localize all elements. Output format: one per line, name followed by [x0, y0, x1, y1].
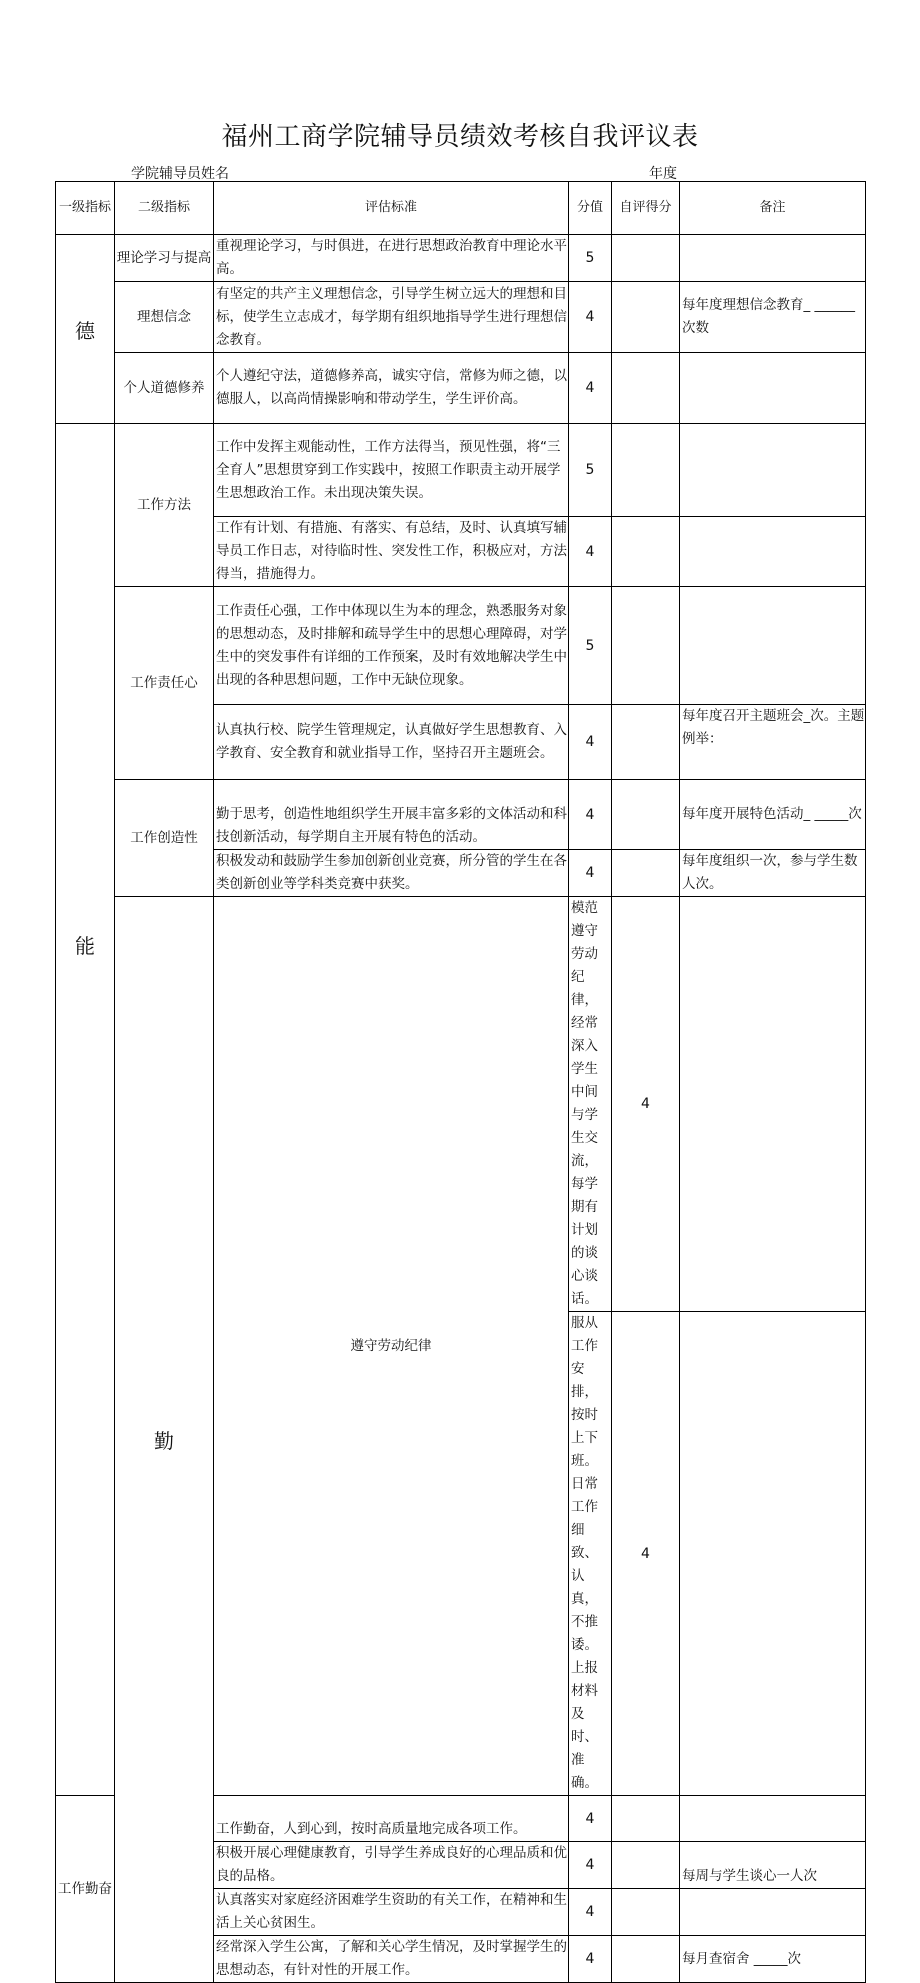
self-score-cell[interactable] — [612, 282, 680, 353]
remarks-cell: 每年度召开主题班会_次。主题例举： — [680, 705, 866, 780]
criteria-cell: 经常深入学生公寓，了解和关心学生情况，及时掌握学生的思想动态，有针对性的开展工作。 — [214, 1936, 569, 1983]
self-score-cell[interactable] — [612, 587, 680, 705]
self-score-cell[interactable] — [612, 1889, 680, 1936]
remarks-cell — [680, 1796, 866, 1842]
evaluation-table — [55, 181, 898, 1983]
remarks-cell — [680, 587, 866, 705]
remarks-cell — [680, 353, 866, 424]
category-neng — [56, 424, 115, 1796]
criteria-cell: 积极开展心理健康教育，引导学生养成良好的心理品质和优良的品格。 — [214, 1842, 569, 1889]
score-cell: 4 — [569, 517, 612, 587]
subcategory-creativity: 工作创造性 — [115, 780, 214, 897]
category-neng-label: 能 — [75, 933, 95, 958]
remarks-cell: 每年度开展特色活动_ _____次 — [680, 780, 866, 850]
remarks-cell — [680, 424, 866, 517]
self-score-cell[interactable] — [680, 1312, 866, 1796]
criteria-cell: 模范遵守劳动纪律，经常深入学生中间与学生交流，每学期有计划的谈心谈话。 — [569, 897, 612, 1312]
self-score-cell[interactable] — [680, 897, 866, 1312]
criteria-cell: 认真落实对家庭经济困难学生资助的有关工作，在精神和生活上关心贫困生。 — [214, 1889, 569, 1936]
self-score-cell[interactable] — [612, 1936, 680, 1983]
year-label: 年度 — [649, 166, 677, 182]
header-score: 分值 — [569, 182, 612, 235]
table-row — [56, 587, 866, 705]
self-score-cell[interactable] — [612, 850, 680, 897]
self-score-cell[interactable] — [612, 517, 680, 587]
score-cell: 5 — [569, 235, 612, 282]
criteria-cell: 个人遵纪守法，道德修养高，诚实守信，常修为师之德，以德服人，以高尚情操影响和带动学生，学生评价高。 — [214, 353, 569, 424]
score-cell: 5 — [569, 587, 612, 705]
self-score-cell[interactable] — [612, 424, 680, 517]
category-de: 德 — [56, 235, 115, 424]
table-row — [56, 282, 866, 353]
criteria-cell: 工作责任心强，工作中体现以生为本的理念，熟悉服务对象的思想动态，及时排解和疏导学生中的思想心理障碍，对学生中的突发事件有详细的工作预案，及时有效地解决学生中出现的各种思想问题，工作中无缺位现象。 — [214, 587, 569, 705]
criteria-cell: 工作勤奋，人到心到，按时高质量地完成各项工作。 — [214, 1796, 569, 1842]
table-row — [56, 424, 866, 517]
subcategory-discipline: 遵守劳动纪律 — [214, 897, 569, 1796]
counselor-name-label: 学院辅导员姓名 — [131, 166, 229, 182]
self-score-cell[interactable] — [612, 705, 680, 780]
table-row — [56, 780, 866, 850]
table-row — [56, 235, 866, 282]
self-score-cell[interactable] — [612, 235, 680, 282]
score-cell: 4 — [569, 780, 612, 850]
score-cell: 4 — [569, 1796, 612, 1842]
self-score-cell[interactable] — [612, 780, 680, 850]
remarks-cell — [680, 235, 866, 282]
header-level2: 二级指标 — [115, 182, 214, 235]
score-cell: 4 — [569, 1842, 612, 1889]
criteria-cell: 工作中发挥主观能动性，工作方法得当，预见性强，将“三全育人”思想贯穿到工作实践中，按照工作职责主动开展学生思想政治工作。未出现决策失误。 — [214, 424, 569, 517]
table-row — [56, 897, 866, 1312]
header-self-score: 自评得分 — [612, 182, 680, 235]
category-qin: 勤 — [115, 897, 214, 1983]
subcategory-morality: 个人道德修养 — [115, 353, 214, 424]
criteria-cell: 重视理论学习，与时俱进，在进行思想政治教育中理论水平高。 — [214, 235, 569, 282]
criteria-cell: 勤于思考，创造性地组织学生开展丰富多彩的文体活动和科技创新活动，每学期自主开展有特色的活动。 — [214, 780, 569, 850]
remarks-cell: 每年度理想信念教育_ ______次数 — [680, 282, 866, 353]
score-cell: 4 — [569, 282, 612, 353]
score-cell: 4 — [612, 897, 680, 1312]
score-cell: 4 — [569, 353, 612, 424]
subcategory-method: 工作方法 — [115, 424, 214, 587]
page-title: 福州工商学院辅导员绩效考核自我评议表 — [221, 122, 699, 152]
self-score-cell[interactable] — [612, 353, 680, 424]
score-cell: 4 — [569, 1889, 612, 1936]
score-cell: 5 — [569, 424, 612, 517]
criteria-cell: 服从工作安排，按时上下班。日常工作细致、认真，不推诿。上报材料及时、准确。 — [569, 1312, 612, 1796]
remarks-cell: 每月查宿舍 _____次 — [680, 1936, 866, 1983]
remarks-cell — [680, 1889, 866, 1936]
score-cell: 4 — [569, 1936, 612, 1983]
table-row — [56, 353, 866, 424]
header-criteria: 评估标准 — [214, 182, 569, 235]
self-score-cell[interactable] — [612, 1796, 680, 1842]
score-cell: 4 — [612, 1312, 680, 1796]
criteria-cell: 有坚定的共产主义理想信念，引导学生树立远大的理想和目标，使学生立志成才，每学期有组织地指导学生进行理想信念教育。 — [214, 282, 569, 353]
subcategory-responsibility: 工作责任心 — [115, 587, 214, 780]
criteria-cell: 认真执行校、院学生管理规定，认真做好学生思想教育、入学教育、安全教育和就业指导工作，坚持召开主题班会。 — [214, 705, 569, 780]
header-level1: 一级指标 — [56, 182, 115, 235]
remarks-cell — [680, 517, 866, 587]
remarks-cell: 每周与学生谈心一人次 — [680, 1842, 866, 1889]
criteria-cell: 积极发动和鼓励学生参加创新创业竞赛，所分管的学生在各类创新创业等学科类竞赛中获奖。 — [214, 850, 569, 897]
remarks-cell: 每年度组织一次，参与学生数 人次。 — [680, 850, 866, 897]
subcategory-theory: 理论学习与提高 — [115, 235, 214, 282]
subcategory-ideal: 理想信念 — [115, 282, 214, 353]
score-cell: 4 — [569, 705, 612, 780]
header-row — [56, 182, 866, 235]
score-cell: 4 — [569, 850, 612, 897]
criteria-cell: 工作有计划、有措施、有落实、有总结，及时、认真填写辅导员工作日志，对待临时性、突发性工作，积极应对，方法得当，措施得力。 — [214, 517, 569, 587]
subcategory-diligence: 工作勤奋 — [56, 1796, 115, 1983]
self-score-cell[interactable] — [612, 1842, 680, 1889]
header-remarks: 备注 — [680, 182, 866, 235]
